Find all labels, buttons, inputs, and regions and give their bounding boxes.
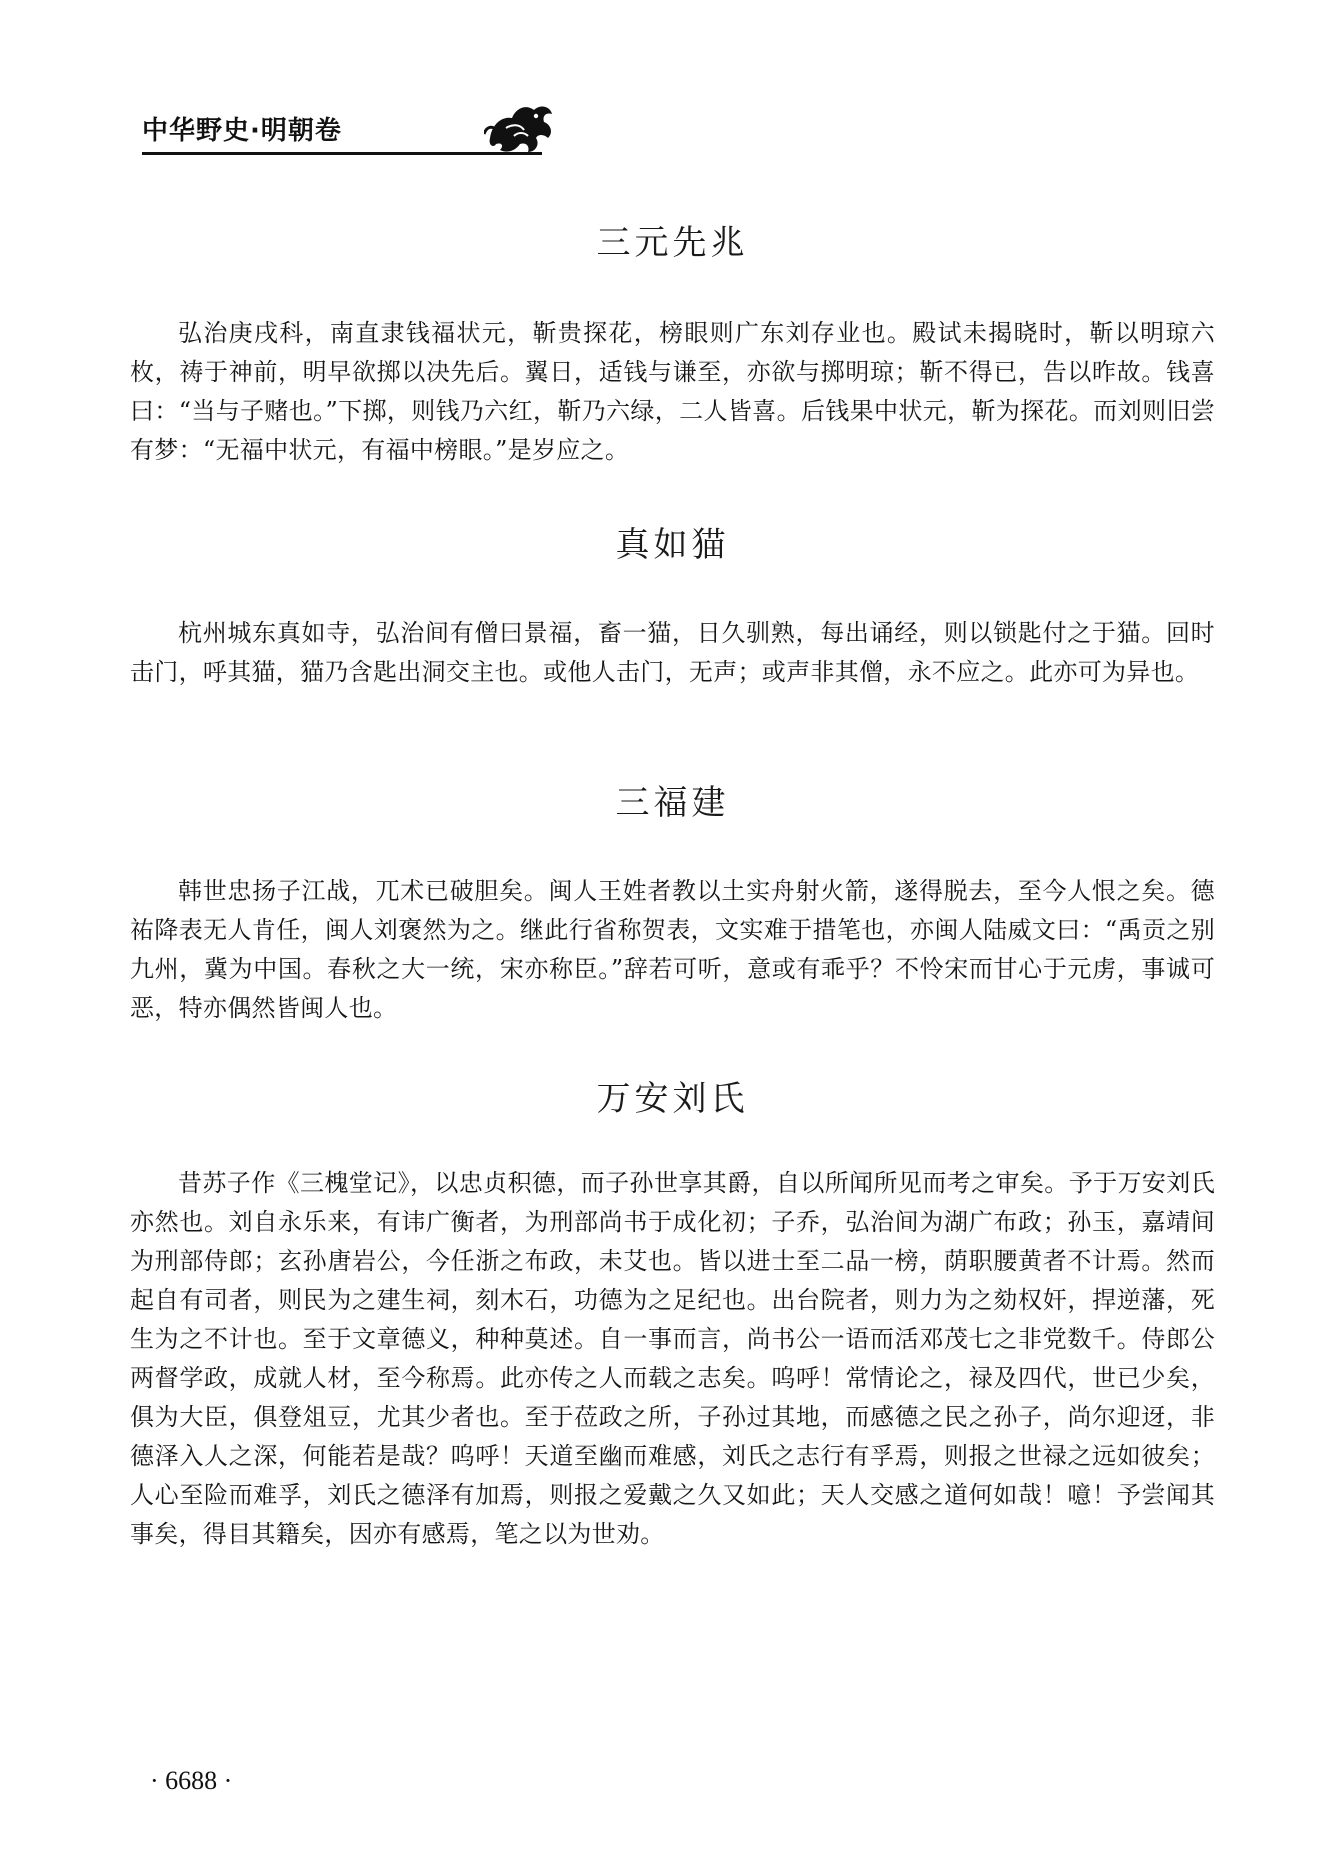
- header-rule: [142, 152, 542, 155]
- page-number: · 6688 ·: [150, 1766, 233, 1795]
- section-title: 万安刘氏: [596, 1079, 749, 1119]
- section-sanfujian: [130, 778, 1215, 1028]
- section-zhenrumao: [130, 520, 1215, 692]
- section-sanyuan: [130, 218, 1215, 470]
- dragon-icon: [484, 98, 560, 158]
- section-wanan-liushi: [130, 1074, 1215, 1554]
- section-body: 昔苏子作《三槐堂记》，以忠贞积德，而子孙世享其爵，自以所闻所见而考之审矣。予于万安刘氏亦然也。刘自永乐来，有讳广衡者，为刑部尚书于成化初；子乔，弘治间为湖广布政；孙玉，嘉靖间为刑部侍郎；玄孙唐岩公，今任浙之布政，未艾也。皆以进士至二品一榜，荫职腰黄者不计焉。然而起自有司者，则民为之建生祠，刻木石，功德为之足纪也。出台院者，则力为之劾权奸，捍逆藩，死生为之不计也。至于文章德义，种种莫述。自一事而言，尚书公一语而活邓茂七之非党数千。侍郎公两督学政，成就人材，至今称焉。此亦传之人而载之志矣。呜呼！常情论之，禄及四代，世已少矣，俱为大臣，俱登俎豆，尤其少者也。至于莅政之所，子孙过其地，而感德之民之孙子，尚尔迎迓，非德泽入人之深，何能若是哉？呜呼！天道至幽而难感，刘氏之志行有孚焉，则报之世禄之远如彼矣；人心至险而难孚，刘氏之德泽有加焉，则报之爱戴之久又如此；天人交感之道何如哉！噫！予尝闻其事矣，得目其籍矣，因亦有感焉，笔之以为世劝。: [130, 1169, 1215, 1548]
- running-header: [142, 98, 572, 160]
- section-body: 杭州城东真如寺，弘治间有僧曰景福，畜一猫，日久驯熟，每出诵经，则以锁匙付之于猫。回时击门，呼其猫，猫乃含匙出洞交主也。或他人击门，无声；或声非其僧，永不应之。此亦可为异也。: [130, 619, 1215, 686]
- section-title: 真如猫: [615, 525, 730, 565]
- section-title: 三元先兆: [596, 223, 749, 263]
- section-body: 弘治庚戌科，南直隶钱福状元，靳贵探花，榜眼则广东刘存业也。殿试未揭晓时，靳以明琼六枚，祷于神前，明早欲掷以决先后。翼日，适钱与谦至，亦欲与掷明琼；靳不得已，告以昨故。钱喜曰：“当与子赌也。”下掷，则钱乃六红，靳乃六绿，二人皆喜。后钱果中状元，靳为探花。而刘则旧尝有梦：“无福中状元，有福中榜眼。”是岁应之。: [130, 319, 1215, 464]
- section-body: 韩世忠扬子江战，兀术已破胆矣。闽人王姓者教以土实舟射火箭，遂得脱去，至今人恨之矣。德祐降表无人肯任，闽人刘褒然为之。继此行省称贺表，文实难于措笔也，亦闽人陆威文曰：“禹贡之别九州，冀为中国。春秋之大一统，宋亦称臣。”辞若可听，意或有乖乎？不怜宋而甘心于元虏，事诚可恶，特亦偶然皆闽人也。: [130, 877, 1215, 1022]
- book-title: 中华野史·明朝卷: [142, 116, 342, 146]
- section-title: 三福建: [615, 783, 730, 823]
